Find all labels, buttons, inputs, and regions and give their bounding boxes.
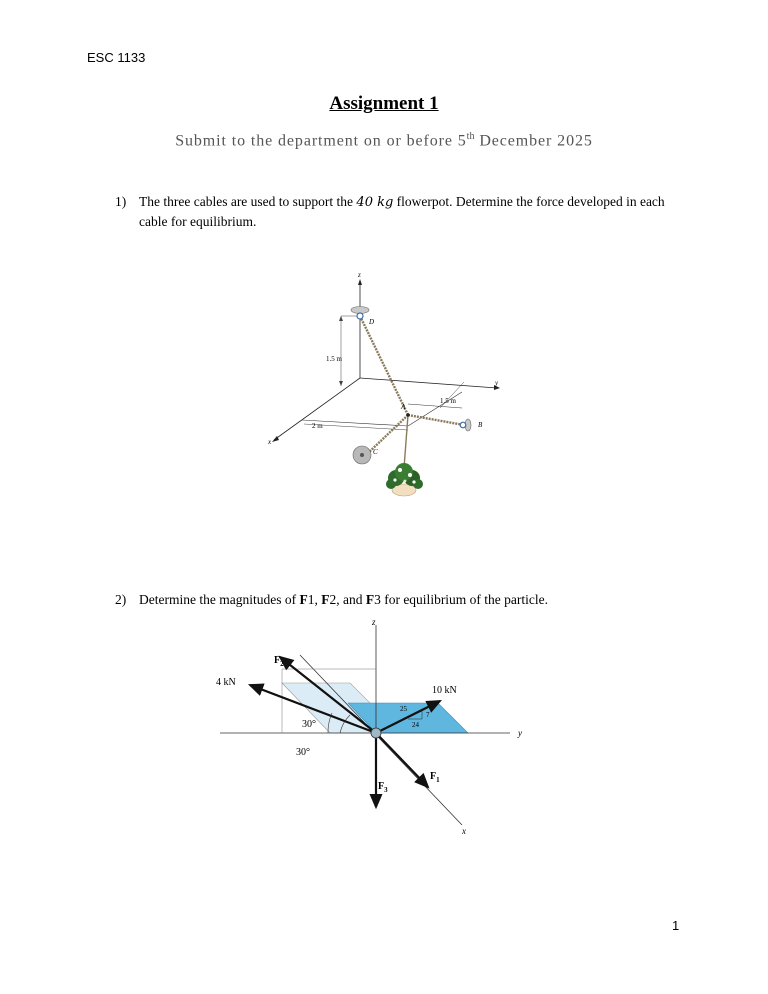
force-10kN-label: 10 kN [432, 685, 457, 696]
x-axis-label-2: x [462, 826, 466, 836]
x-axis [274, 378, 360, 440]
y-axis-label-2: y [518, 728, 522, 738]
slope-24: 24 [412, 721, 419, 729]
cable-AB [408, 415, 464, 425]
dim-x: 2 m [312, 422, 323, 430]
question-2-number: 2) [115, 592, 127, 607]
z-axis-label: z [358, 271, 361, 279]
y-axis [360, 378, 497, 388]
force-F1 [376, 733, 428, 787]
dim-z: 1.5 m [326, 355, 342, 363]
angle-30-upper: 30° [302, 719, 316, 730]
dim-y: 1.5 m [440, 397, 456, 405]
course-code: ESC 1133 [87, 50, 146, 65]
x-axis-label: x [268, 438, 272, 446]
F2-label: $F_2$ [274, 655, 284, 668]
question-2-text: Determine the magnitudes of F1, F2, and F3 for equilibrium of the particle. [139, 592, 549, 607]
submission-note [0, 131, 768, 150]
force-4kN-label: 4 kN [216, 677, 236, 688]
F3-label: $F_3$ [378, 781, 388, 794]
submission-note-sup: th [466, 131, 475, 142]
x-axis-2 [300, 655, 462, 825]
flowerpot [386, 463, 423, 496]
point-C-label: C [373, 448, 378, 456]
question-1 [115, 192, 675, 231]
flowerpot-cable-figure [262, 268, 512, 500]
question-1-text: The three cables are used to support the 40 kg flowerpot. Determine the force developed in each cable for equilibrium. [139, 194, 665, 229]
submission-note-after: December 2025 [474, 132, 593, 150]
point-D-label: D [369, 318, 375, 326]
point-A [406, 413, 410, 417]
slope-25: 25 [400, 705, 407, 713]
particle [371, 728, 381, 738]
particle-forces-figure [210, 615, 550, 841]
point-A-label: A [401, 403, 406, 411]
question-1-number: 1) [115, 194, 127, 209]
angle-30-lower: 30° [296, 747, 310, 758]
F1-label: $F_1$ [430, 771, 440, 784]
y-axis-label: y [495, 379, 499, 387]
point-B-label: B [478, 421, 483, 429]
slope-7: 7 [426, 711, 430, 719]
mass-value: 40 kg [356, 195, 394, 210]
question-2 [115, 590, 675, 609]
page-title: Assignment 1 [329, 93, 439, 114]
z-axis-label-2: z [372, 617, 376, 627]
cable-AD [360, 316, 408, 415]
cable-pot [404, 415, 408, 468]
submission-note-before: Submit to the department on or before 5 [175, 132, 467, 150]
page-number: 1 [672, 918, 680, 933]
